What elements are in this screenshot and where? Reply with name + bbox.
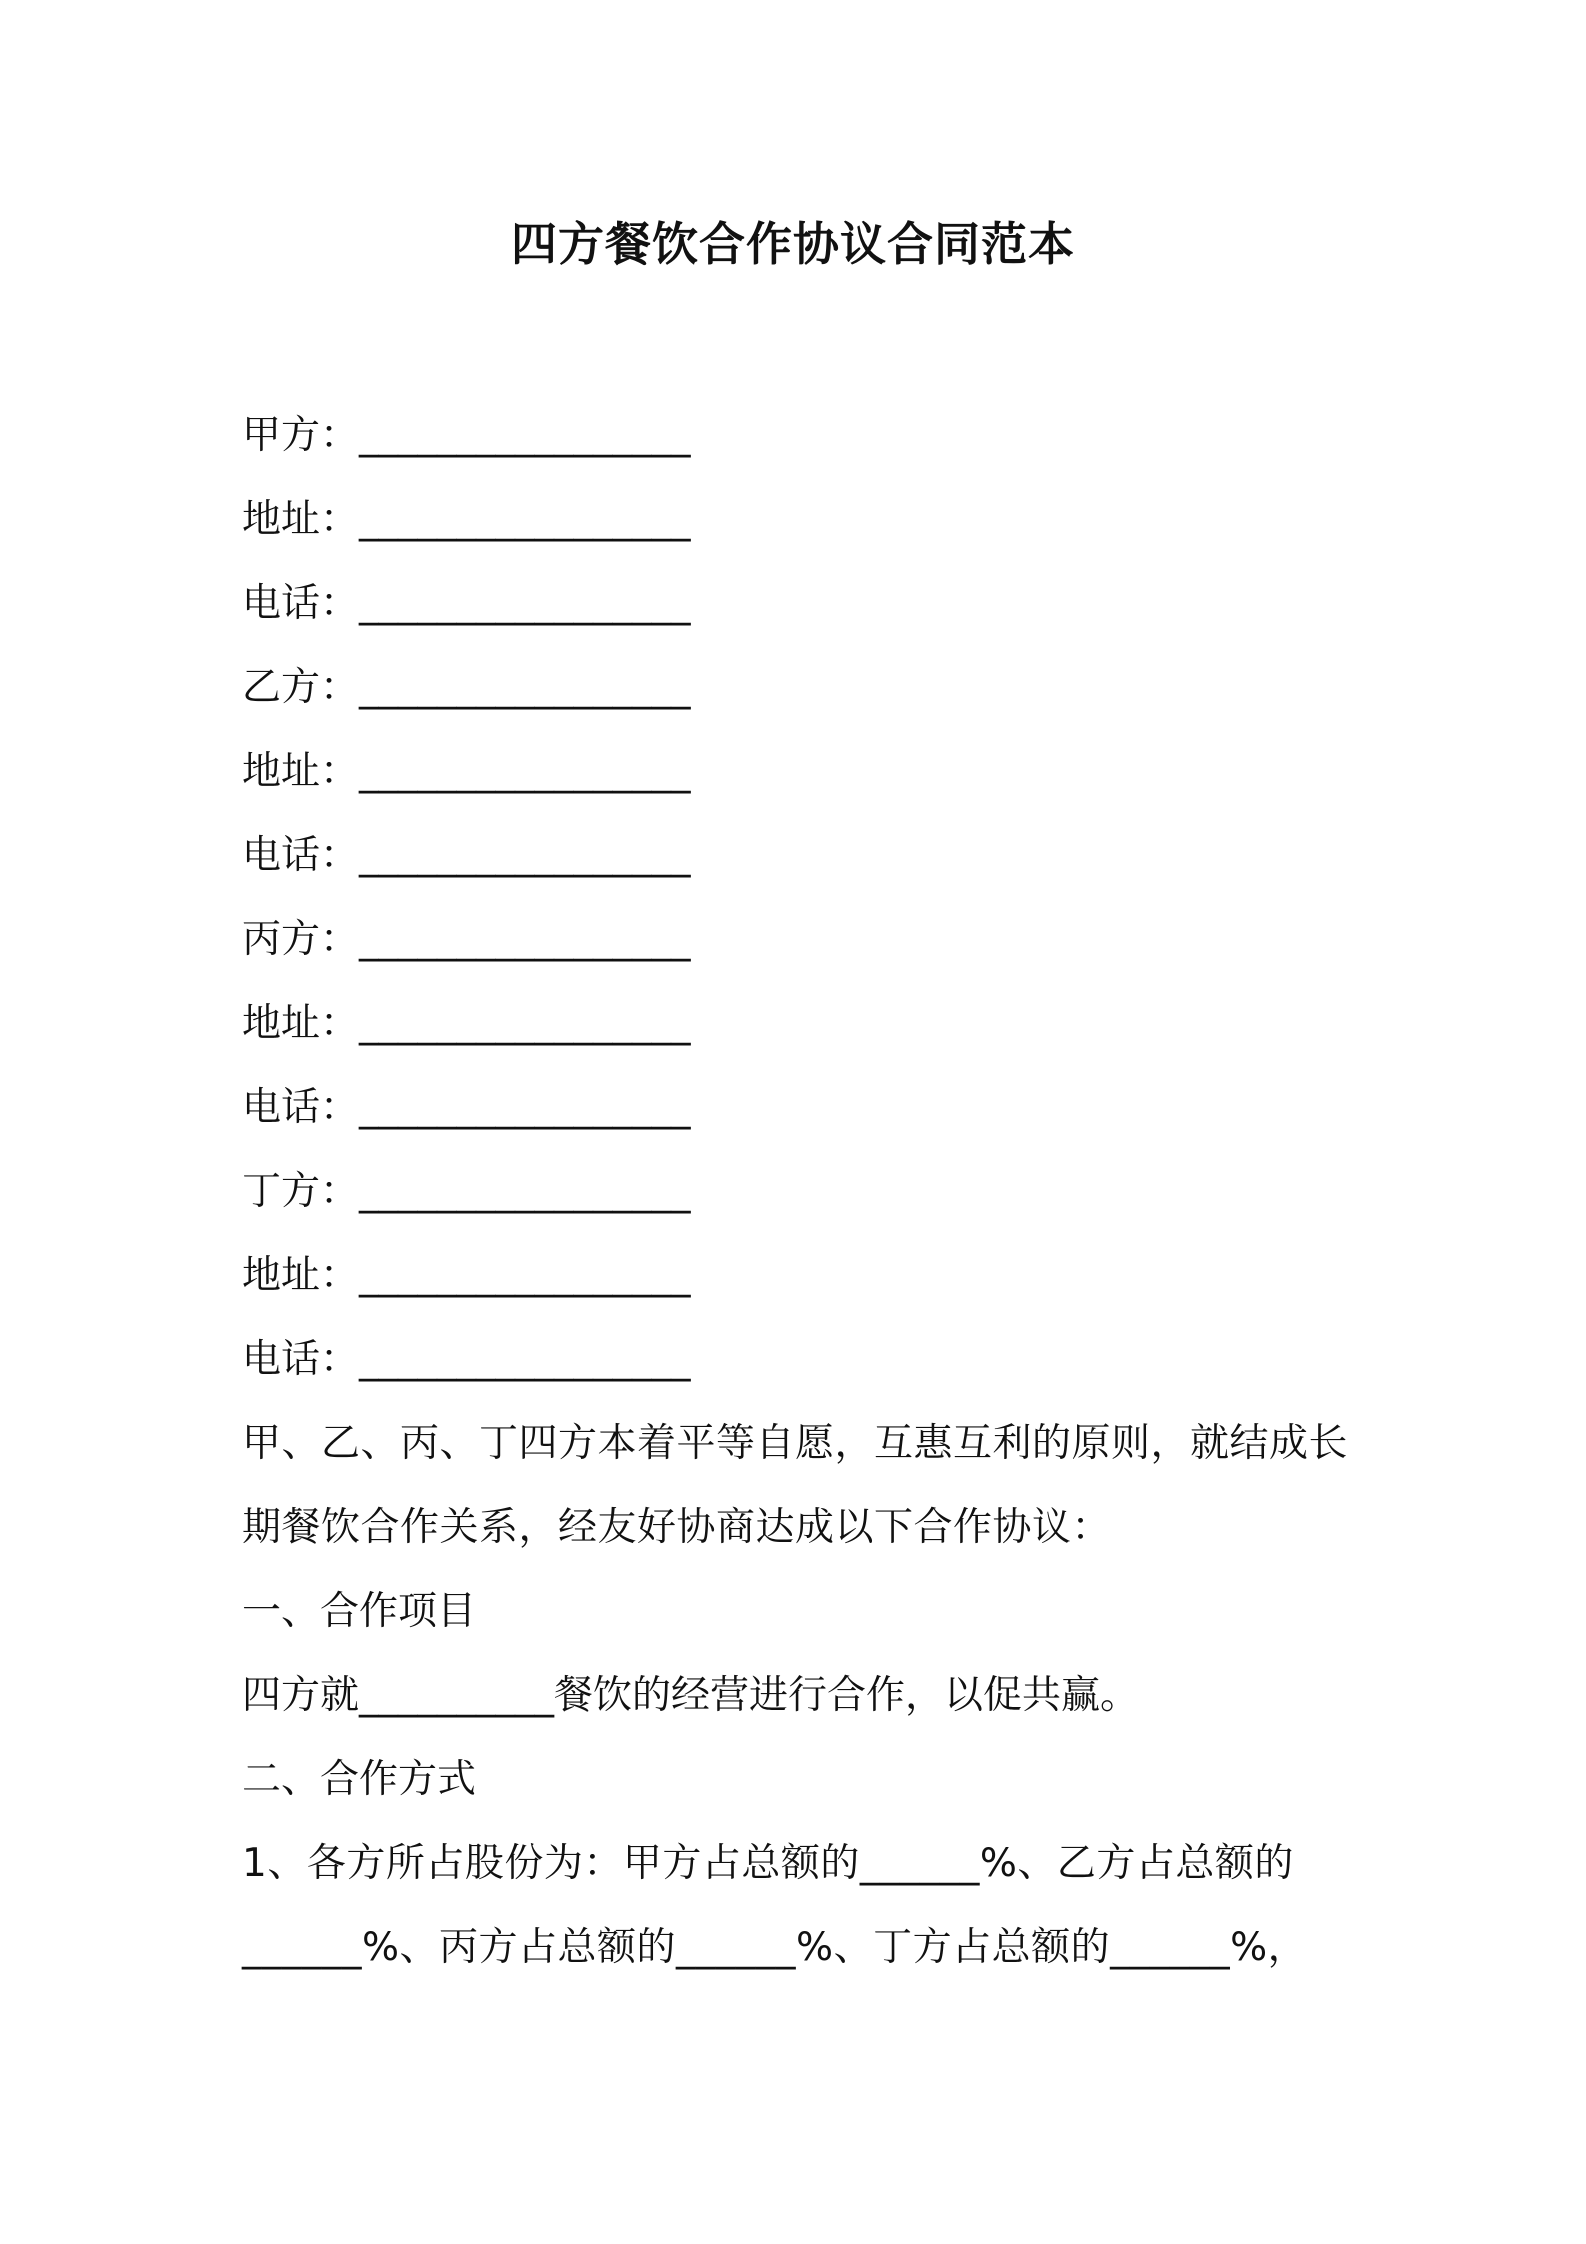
party-b-address-line: 地址：_________________ (242, 749, 691, 794)
intro-paragraph-line-1: 甲、乙、丙、丁四方本着平等自愿，互惠互利的原则，就结成长 (242, 1421, 1349, 1466)
party-c-address-line: 地址：_________________ (242, 1001, 691, 1046)
intro-paragraph-line-2: 期餐饮合作关系，经友好协商达成以下合作协议： (242, 1505, 1112, 1550)
party-d-phone-line: 电话：_________________ (242, 1337, 691, 1382)
party-c-name-line: 丙方：_________________ (242, 917, 691, 962)
section-2-item-1-line-1: 1、各方所占股份为：甲方占总额的______%、乙方占总额的 (242, 1841, 1294, 1886)
section-1-heading: 一、合作项目 (242, 1589, 477, 1634)
section-1-text: 四方就__________餐饮的经营进行合作，以促共赢。 (242, 1673, 1140, 1718)
party-d-address-line: 地址：_________________ (242, 1253, 691, 1298)
party-b-phone-line: 电话：_________________ (242, 833, 691, 878)
party-b-name-line: 乙方：_________________ (242, 665, 691, 710)
party-c-phone-line: 电话：_________________ (242, 1085, 691, 1130)
section-2-item-1-line-2: ______%、丙方占总额的______%、丁方占总额的______%， (242, 1925, 1308, 1970)
party-d-name-line: 丁方：_________________ (242, 1169, 691, 1214)
party-a-name-line: 甲方：_________________ (242, 413, 691, 458)
party-a-address-line: 地址：_________________ (242, 497, 691, 542)
section-2-heading: 二、合作方式 (242, 1757, 477, 1802)
document-title: 四方餐饮合作协议合同范本 (511, 217, 1075, 271)
party-a-phone-line: 电话：_________________ (242, 581, 691, 626)
